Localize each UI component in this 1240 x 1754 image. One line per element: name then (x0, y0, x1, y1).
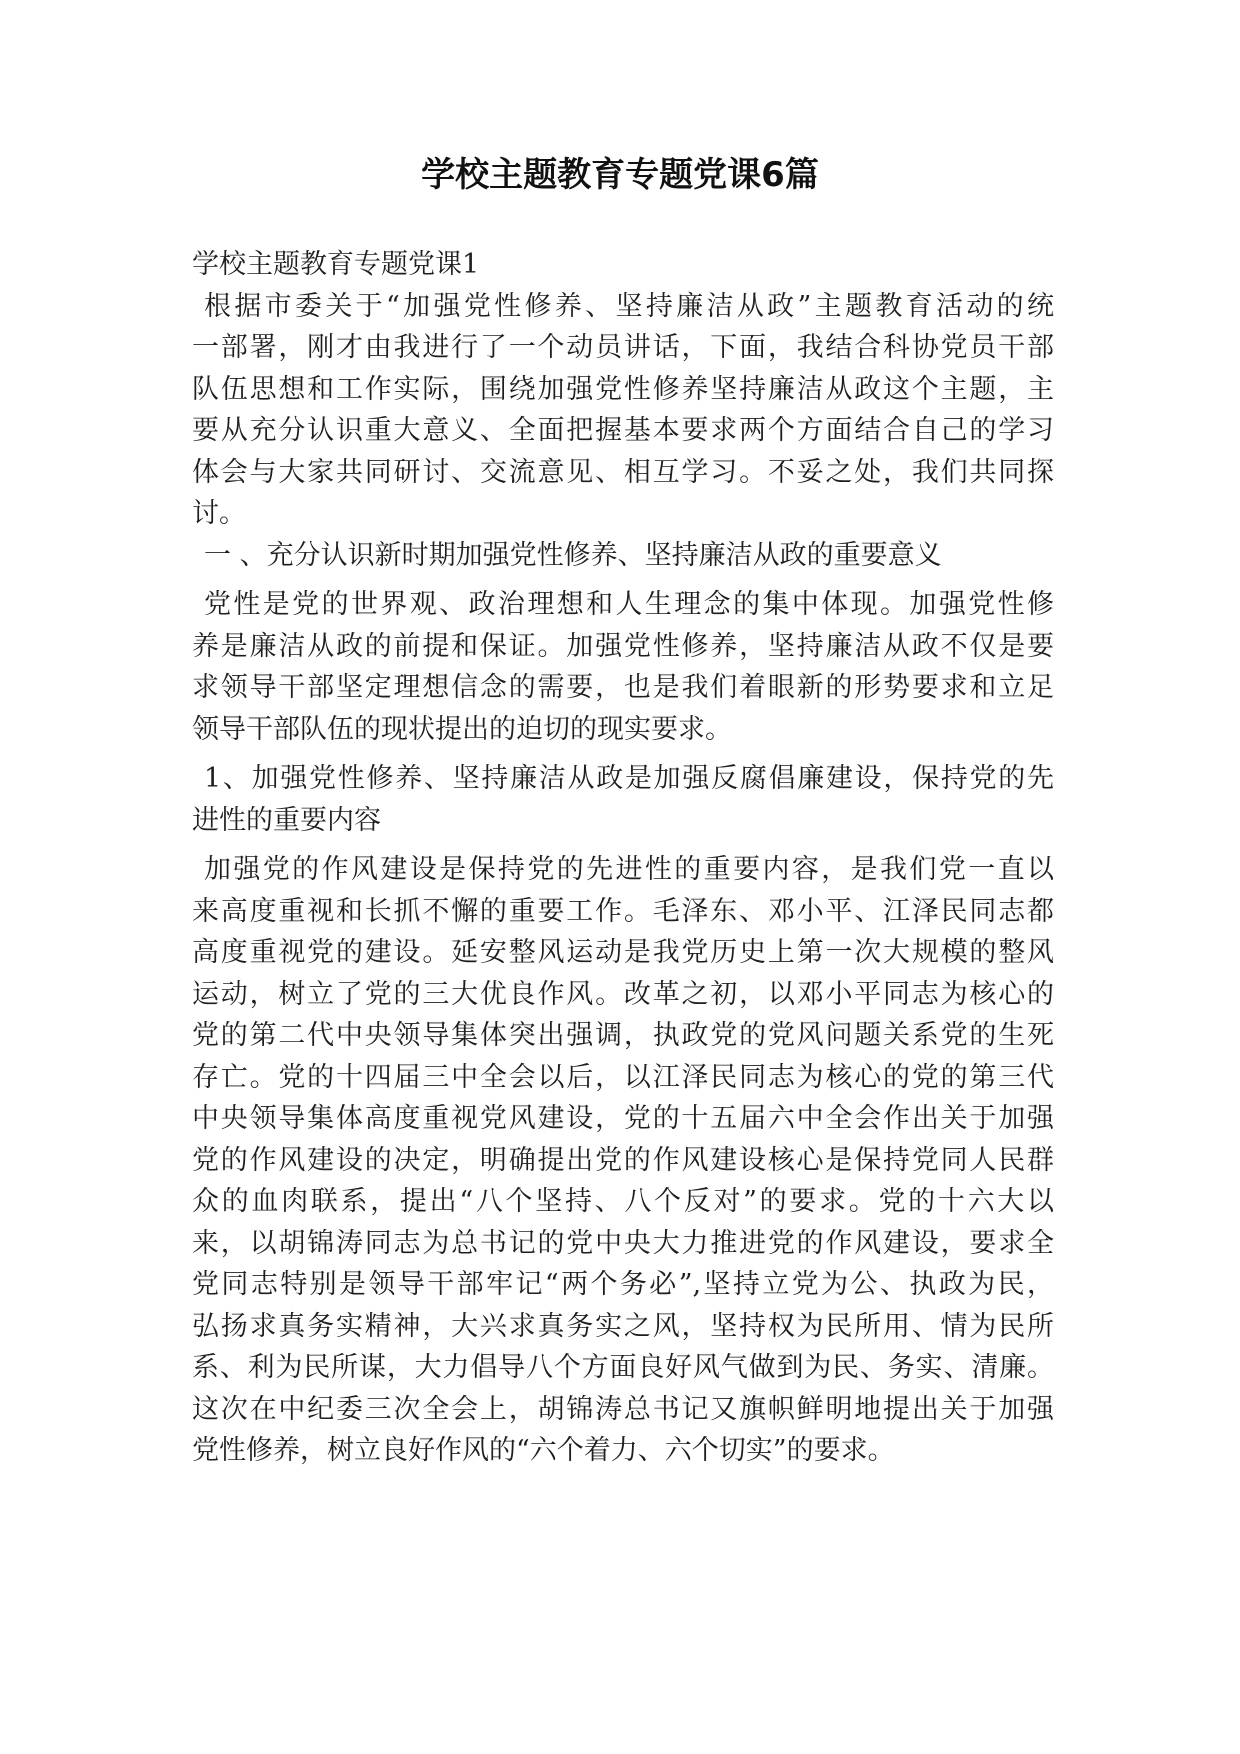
paragraph-line: 众的血肉联系，提出“八个坚持、八个反对”的要求。党的十六大以 (192, 1186, 1054, 1217)
paragraph-line: 弘扬求真务实精神，大兴求真务实之风，坚持权为民所用、情为民所 (192, 1310, 1054, 1342)
paragraph-line: 来，以胡锦涛同志为总书记的党中央大力推进党的作风建设，要求全 (192, 1227, 1054, 1259)
paragraph-line: 这次在中纪委三次全会上，胡锦涛总书记又旗帜鲜明地提出关于加强 (192, 1393, 1054, 1425)
paragraph-line: 高度重视党的建设。延安整风运动是我党历史上第一次大规模的整风 (192, 937, 1054, 968)
paragraph-line: 党的第二代中央领导集体突出强调，执政党的党风问题关系党的生死 (192, 1020, 1054, 1051)
paragraph-line: 系、利为民所谋，大力倡导八个方面良好风气做到为民、务实、清廉。 (192, 1352, 1054, 1383)
paragraph-line: 一部署，刚才由我进行了一个动员讲话，下面，我结合科协党员干部 (192, 332, 1054, 363)
paragraph-line: 求领导干部坚定理想信念的需要，也是我们着眼新的形势要求和立足 (192, 672, 1054, 703)
paragraph-line: 养是廉洁从政的前提和保证。加强党性修养，坚持廉洁从政不仅是要 (192, 630, 1054, 662)
paragraph-line: 存亡。党的十四届三中全会以后，以江泽民同志为核心的党的第三代 (192, 1061, 1054, 1093)
paragraph-line: 要从充分认识重大意义、全面把握基本要求两个方面结合自己的学习 (192, 415, 1054, 446)
spacer (192, 576, 1054, 584)
paragraph-style-building (192, 849, 1054, 1472)
paragraph-line: 党的作风建设的决定，明确提出党的作风建设核心是保持党同人民群 (192, 1144, 1054, 1176)
paragraph-line: 体会与大家共同研讨、交流意见、相互学习。不妥之处，我们共同探 (192, 456, 1054, 488)
paragraph-line: 根据市委关于“加强党性修养、坚持廉洁从政”主题教育活动的统 (204, 290, 1054, 322)
paragraph-line: 队伍思想和工作实际，围绕加强党性修养坚持廉洁从政这个主题，主 (192, 373, 1054, 405)
section-subtitle: 学校主题教育专题党课1 (192, 249, 480, 280)
section-heading (192, 535, 1054, 577)
paragraph-line: 党性修养，树立良好作风的“六个着力、六个切实”的要求。 (192, 1435, 895, 1466)
paragraph-line: 党同志特别是领导干部牢记“两个务必”,坚持立党为公、执政为民， (192, 1269, 1054, 1300)
heading-line: 进性的重要内容 (192, 804, 381, 836)
paragraph-party-spirit (192, 584, 1054, 750)
document-title: 学校主题教育专题党课6篇 (421, 155, 819, 195)
heading-line: 一 、充分认识新时期加强党性修养、坚持廉洁从政的重要意义 (204, 539, 942, 571)
paragraph-line: 运动，树立了党的三大优良作风。改革之初，以邓小平同志为核心的 (192, 978, 1054, 1010)
paragraph-line: 党性是党的世界观、政治理想和人生理念的集中体现。加强党性修 (204, 589, 1054, 620)
spacer (192, 841, 1054, 849)
paragraph-line: 领导干部队伍的现状提出的迫切的现实要求。 (192, 713, 732, 745)
heading-line: 1、加强党性修养、坚持廉洁从政是加强反腐倡廉建设，保持党的先 (204, 763, 1054, 794)
paragraph-line: 讨。 (192, 498, 246, 529)
paragraph-line: 加强党的作风建设是保持党的先进性的重要内容，是我们党一直以 (204, 854, 1054, 885)
document-body (192, 244, 1054, 1472)
paragraph-line: 中央领导集体高度重视党风建设，党的十五届六中全会作出关于加强 (192, 1103, 1054, 1134)
spacer (192, 750, 1054, 758)
paragraph-intro (192, 286, 1054, 535)
paragraph-line: 来高度重视和长抓不懈的重要工作。毛泽东、邓小平、江泽民同志都 (192, 895, 1054, 927)
subsection-heading (192, 758, 1054, 841)
